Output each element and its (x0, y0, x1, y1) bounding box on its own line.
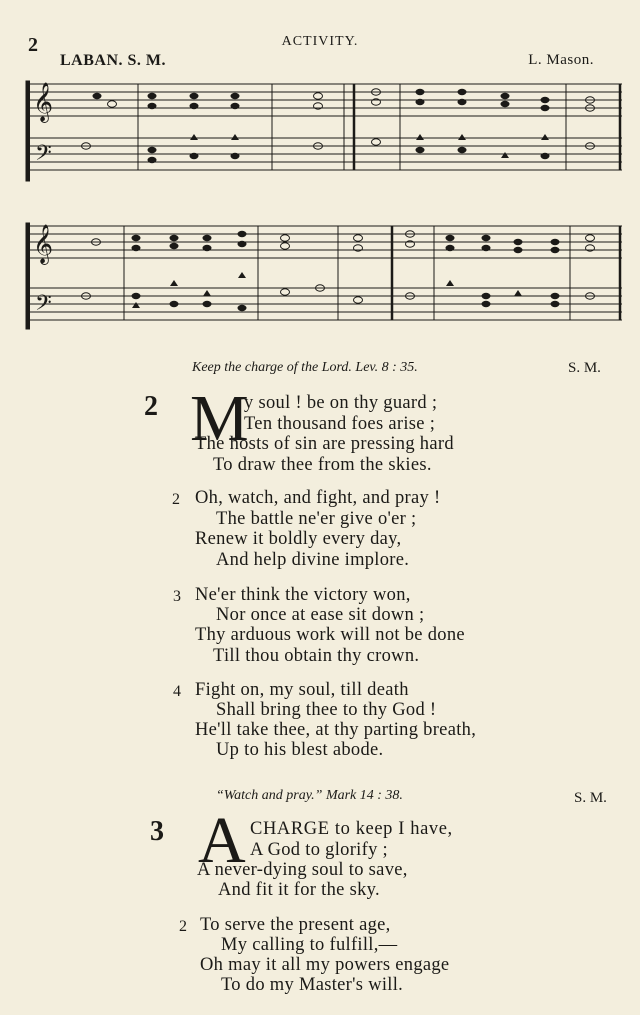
verse-line: And help divine implore. (216, 550, 410, 570)
verse-line: A never-dying soul to save, (197, 860, 408, 880)
svg-text:𝄢: 𝄢 (35, 291, 52, 320)
verse-line: CHARGE to keep I have, (250, 819, 453, 839)
verse-line: The hosts of sin are pressing hard (195, 434, 454, 454)
verse-line: y soul ! be on thy guard ; (244, 393, 438, 413)
meter-label: S. M. (574, 790, 607, 806)
verse-line: He'll take thee, at thy parting breath, (195, 720, 477, 740)
hymn-number: 3 (150, 816, 164, 847)
svg-text:𝄞: 𝄞 (33, 226, 54, 263)
hymn-number: 2 (144, 391, 158, 422)
composer-name: L. Mason. (528, 52, 594, 68)
verse-line: Ten thousand foes arise ; (244, 414, 436, 434)
verse-line: Thy arduous work will not be done (195, 625, 465, 645)
verse-line: Fight on, my soul, till death (195, 680, 409, 700)
verse-line: Shall bring thee to thy God ! (216, 700, 437, 720)
verse-line: My calling to fulfill,— (221, 935, 398, 955)
meter-label: S. M. (568, 360, 601, 376)
svg-text:𝄞: 𝄞 (33, 84, 54, 121)
verse-line: Nor once at ease sit down ; (216, 605, 425, 625)
verse-line: Oh, watch, and fight, and pray ! (195, 488, 441, 508)
tune-name: LABAN. S. M. (60, 52, 167, 69)
scripture-reference: Keep the charge of the Lord. Lev. 8 : 35. (192, 360, 418, 375)
verse-line: Oh may it all my powers engage (200, 955, 450, 975)
verse-line: Renew it boldly every day, (195, 529, 402, 549)
drop-cap: M (190, 382, 249, 455)
music-system-2 (0, 218, 640, 336)
verse-line: A God to glorify ; (250, 840, 388, 860)
verse-line: Ne'er think the victory won, (195, 585, 411, 605)
running-title: ACTIVITY. (281, 34, 359, 49)
verse-line: Till thou obtain thy crown. (213, 646, 420, 666)
verse-number: 2 (172, 491, 180, 508)
verse-line: To draw thee from the skies. (213, 455, 432, 475)
music-system-1 (0, 76, 640, 186)
verse-number: 4 (173, 683, 181, 700)
verse-line: Up to his blest abode. (216, 740, 384, 760)
verse-number: 3 (173, 588, 181, 605)
page-number: 2 (28, 34, 38, 56)
verse-line: The battle ne'er give o'er ; (216, 509, 417, 529)
verse-line: And fit it for the sky. (218, 880, 380, 900)
svg-text:𝄢: 𝄢 (35, 141, 52, 170)
verse-line: To serve the present age, (200, 915, 391, 935)
verse-number: 2 (179, 918, 187, 935)
scripture-reference: “Watch and pray.” Mark 14 : 38. (216, 788, 403, 803)
verse-line: To do my Master's will. (221, 975, 404, 995)
drop-cap: A (198, 804, 246, 877)
